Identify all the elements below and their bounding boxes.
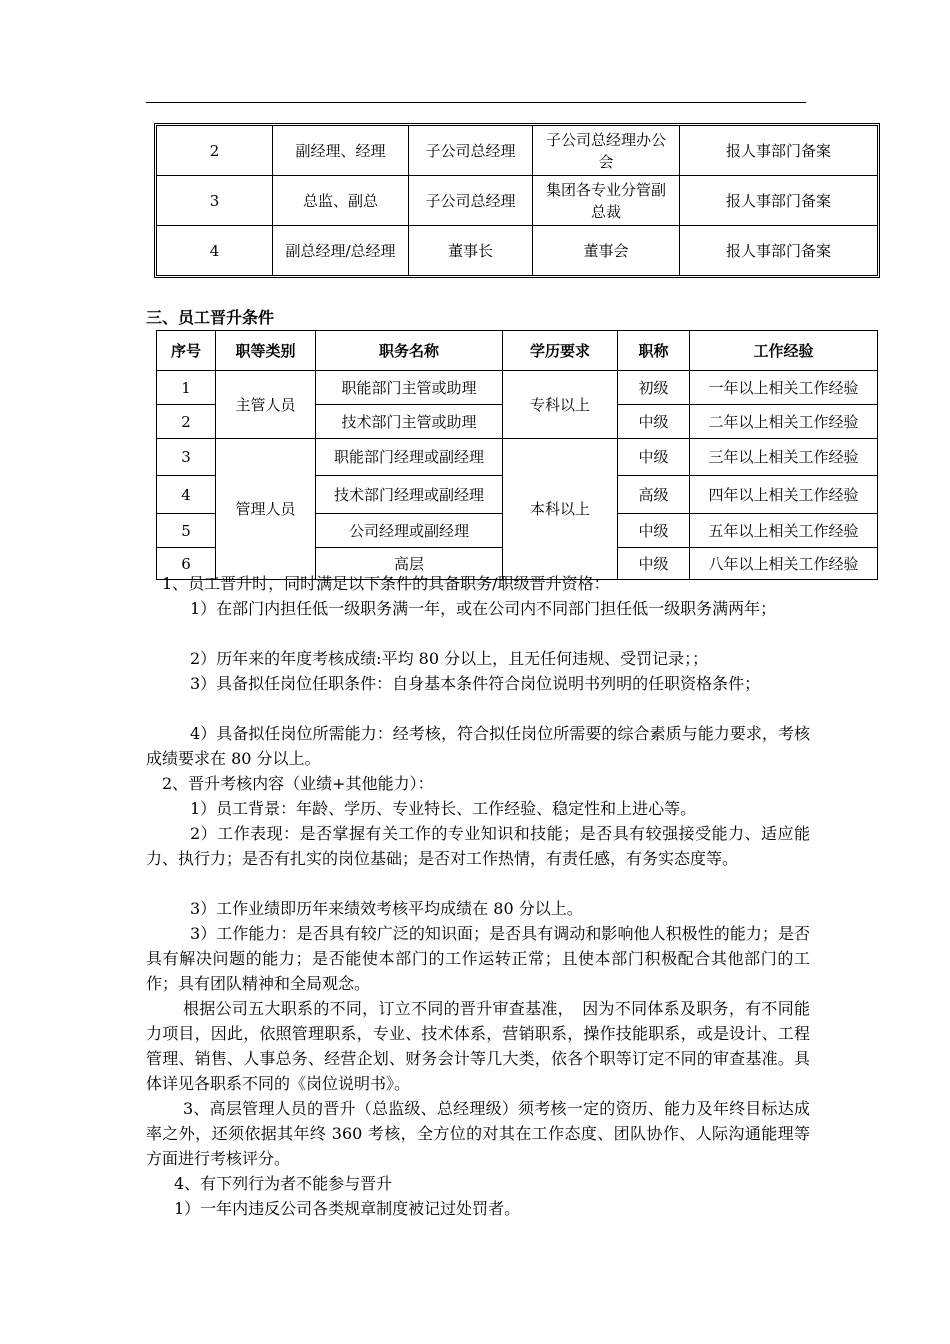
position-cell: 技术部门主管或助理 [316,405,503,439]
row-number: 1 [157,371,216,405]
position-cell: 高层 [316,548,503,580]
table-cell: 报人事部门备案 [680,226,878,276]
title-cell: 中级 [618,548,690,580]
table-header-row [157,331,878,371]
paragraph: 2）历年来的年度考核成绩:平均 80 分以上，且无任何违规、受罚记录；； [190,649,709,668]
table-cell: 报人事部门备案 [680,126,878,176]
education-cell: 本科以上 [503,439,618,580]
experience-cell: 四年以上相关工作经验 [690,476,878,514]
title-cell: 高级 [618,476,690,514]
column-header: 职务名称 [316,331,503,371]
table-row [157,126,878,176]
experience-cell: 三年以上相关工作经验 [690,439,878,476]
table-row [157,371,878,405]
paragraph: 1）员工背景：年龄、学历、专业特长、工作经验、稳定性和上进心等。 [190,799,697,818]
paragraph: 1）在部门内担任低一级职务满一年，或在公司内不同部门担任低一级职务满两年； [190,599,777,618]
row-number: 2 [157,405,216,439]
category-cell: 管理人员 [216,439,316,580]
title-cell: 中级 [618,439,690,476]
table-cell: 董事会 [533,226,680,276]
paragraph: 1、员工晋升时，同时满足以下条件的具备职务/职级晋升资格： [162,574,610,593]
education-cell: 专科以上 [503,371,618,439]
row-number: 5 [157,514,216,548]
paragraph: 3、高层管理人员的晋升（总监级、总经理级）须考核一定的资历、能力及年终目标达成率之外，还须依据其年终 360 考核，全方位的对其在工作态度、团队协作、人际沟通能理等方面进行考核评分。 [146,1099,810,1168]
approval-table [156,125,878,276]
title-cell: 中级 [618,514,690,548]
paragraph: 3）工作能力：是否具有较广泛的知识面；是否具有调动和影响他人积极性的能力；是否具有解决问题的能力；是否能使本部门的工作运转正常；且使本部门积极配合其他部门的工作；具有团队精神和全局观念。 [146,924,810,993]
table-cell: 副总经理/总经理 [273,226,409,276]
experience-cell: 二年以上相关工作经验 [690,405,878,439]
row-number: 6 [157,548,216,580]
position-cell: 职能部门主管或助理 [316,371,503,405]
title-cell: 中级 [618,405,690,439]
experience-cell: 五年以上相关工作经验 [690,514,878,548]
paragraph: 4）具备拟任岗位所需能力：经考核，符合拟任岗位所需要的综合素质与能力要求，考核成绩要求在 80 分以上。 [146,724,810,768]
promotion-conditions-table [156,330,878,580]
column-header: 序号 [157,331,216,371]
column-header: 工作经验 [690,331,878,371]
column-header: 学历要求 [503,331,618,371]
table-cell: 子公司总经理 [409,126,533,176]
category-cell: 主管人员 [216,371,316,439]
table-cell: 子公司总经理办公会 [533,126,680,176]
table-cell: 总监、副总 [273,176,409,226]
table-cell: 副经理、经理 [273,126,409,176]
header-rule [146,102,806,103]
table-cell: 4 [157,226,273,276]
table-cell: 董事长 [409,226,533,276]
experience-cell: 一年以上相关工作经验 [690,371,878,405]
column-header: 职等类别 [216,331,316,371]
position-cell: 职能部门经理或副经理 [316,439,503,476]
paragraph: 2、晋升考核内容（业绩+其他能力）： [162,774,434,793]
table-cell: 集团各专业分管副总裁 [533,176,680,226]
table-row [157,439,878,476]
paragraph: 1）一年内违反公司各类规章制度被记过处罚者。 [174,1199,521,1218]
paragraph: 4、有下列行为者不能参与晋升 [174,1174,393,1193]
table-cell: 报人事部门备案 [680,176,878,226]
table-cell: 2 [157,126,273,176]
position-cell: 技术部门经理或副经理 [316,476,503,514]
position-cell: 公司经理或副经理 [316,514,503,548]
table-cell: 3 [157,176,273,226]
paragraph: 3）具备拟任岗位任职条件：自身基本条件符合岗位说明书列明的任职资格条件； [190,674,761,693]
row-number: 4 [157,476,216,514]
table-row [157,226,878,276]
paragraph: 2）工作表现：是否掌握有关工作的专业知识和技能；是否具有较强接受能力、适应能力、执行力；是否有扎实的岗位基础；是否对工作热情，有责任感，有务实态度等。 [146,824,810,868]
table-cell: 子公司总经理 [409,176,533,226]
paragraph: 3）工作业绩即历年来绩效考核平均成绩在 80 分以上。 [190,899,583,918]
experience-cell: 八年以上相关工作经验 [690,548,878,580]
title-cell: 初级 [618,371,690,405]
paragraph: 根据公司五大职系的不同，订立不同的晋升审查基准， 因为不同体系及职务，有不同能力项目，因此，依照管理职系，专业、技术体系，营销职系，操作技能职系，或是设计、工程管理、销售、人事总务、经营企划、财务会计等几大类，依各个职等订定不同的审查基准。具体详见各职系不同的《岗位说明书》。 [146,999,810,1093]
column-header: 职称 [618,331,690,371]
section-title: 三、员工晋升条件 [146,308,275,327]
table-row [157,176,878,226]
row-number: 3 [157,439,216,476]
